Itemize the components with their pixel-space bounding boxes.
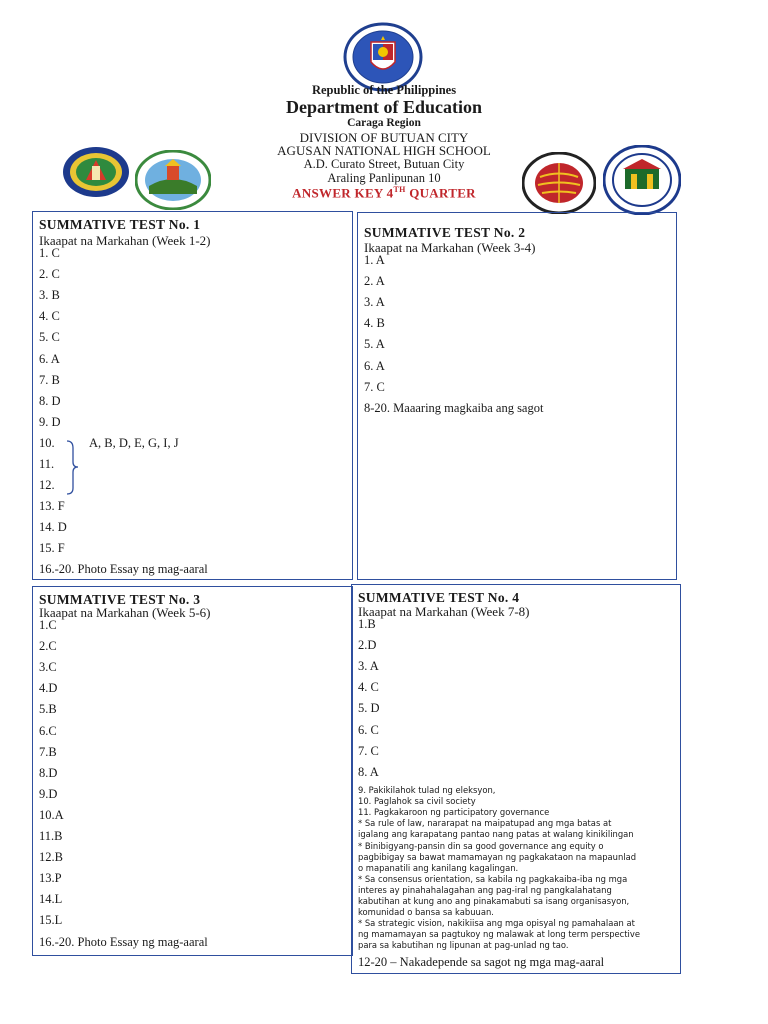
test4-note-line: o mapanatili ang kanilang kagalingan. <box>358 862 519 873</box>
division-logo <box>135 150 211 210</box>
test4-answer-item: 7. C <box>358 743 379 758</box>
test2-answer-item: 8-20. Maaaring magkaiba ang sagot <box>364 400 544 415</box>
test4-note-line: para sa kabutihan ng lipunan at pag-unlad ng tao. <box>358 940 569 951</box>
deped-seal-logo <box>343 22 423 92</box>
summative-test-1-box <box>32 211 353 580</box>
test4-note-line: * Sa strategic vision, nakikiisa ang mga opisyal ng pamahalaan at <box>358 918 635 929</box>
test4-final-answer: 12-20 – Nakadepende sa sagot ng mga mag-aaral <box>358 955 605 969</box>
test4-note-line: komunidad o bansa sa kabuuan. <box>358 907 494 918</box>
test2-answer-item: 6. A <box>364 358 385 373</box>
test1-bracket-item: 11. <box>39 457 55 472</box>
test4-answer-item: 4. C <box>358 680 379 695</box>
school-logo <box>603 145 681 215</box>
department-title: Department of Education <box>286 97 482 117</box>
test1-answer-item: 3. B <box>39 288 60 303</box>
test2-answer-item: 3. A <box>364 295 385 310</box>
test4-subtitle: Ikaapat na Markahan (Week 7-8) <box>358 604 530 619</box>
test1-answer-item: 1. C <box>39 246 60 260</box>
region-text: Caraga Region <box>347 117 421 129</box>
test4-note-line: ng mamamayan sa pagtukoy ng malawak at long term perspective <box>358 929 640 940</box>
test3-answer-item: 16.-20. Photo Essay ng mag-aaral <box>39 934 208 949</box>
test1-title: SUMMATIVE TEST No. 1 <box>39 217 201 232</box>
test3-title: SUMMATIVE TEST No. 3 <box>39 592 201 607</box>
test1-answer-item: 15. F <box>39 541 65 556</box>
republic-text: Republic of the Philippines <box>311 83 457 97</box>
test4-answer-item: 5. D <box>358 701 380 716</box>
summative-test-4-box <box>351 584 681 974</box>
test4-note-line: igalang ang karapatang pantao nang patas at walang kinikilingan <box>358 829 634 840</box>
test1-answer-item: 9. D <box>39 414 61 429</box>
test3-answer-item: 14.L <box>39 892 63 907</box>
social-studies-logo <box>522 152 596 214</box>
test4-title: SUMMATIVE TEST No. 4 <box>358 590 520 605</box>
test4-note-line: interes ay pinahahalagahan ang pag-iral ng pangkalahatang <box>358 884 612 895</box>
test2-title: SUMMATIVE TEST No. 2 <box>364 225 526 240</box>
test2-answer-item: 7. C <box>364 379 385 394</box>
test1-bracket-answer: A, B, D, E, G, I, J <box>89 436 179 450</box>
subject-text: Araling Panlipunan 10 <box>327 171 441 185</box>
test1-answer-item: 6. A <box>39 351 60 366</box>
school-name: AGUSAN NATIONAL HIGH SCHOOL <box>277 143 491 158</box>
test4-answer-item: 6. C <box>358 722 379 737</box>
test3-subtitle: Ikaapat na Markahan (Week 5-6) <box>39 605 211 620</box>
test1-answer-item: 14. D <box>39 520 67 535</box>
test1-answer-item: 13. F <box>39 499 65 513</box>
test3-answer-item: 10.A <box>39 807 64 822</box>
test3-answer-item: 7.B <box>39 744 57 759</box>
test3-answer-item: 6.C <box>39 723 57 738</box>
test3-answer-item: 15.L <box>39 913 63 928</box>
test4-answer-item: 1.B <box>358 617 376 631</box>
test3-answer-item: 9.D <box>39 786 58 801</box>
test4-answer-item: 2.D <box>358 638 377 653</box>
curly-brace-icon <box>65 440 85 496</box>
test4-note-line: pagbibigay sa bawat mamamayan ng pagkakataon na mapaunlad <box>358 851 637 862</box>
test4-answer-item: 3. A <box>358 659 379 674</box>
test3-answer-item: 13.P <box>39 871 62 886</box>
test1-answer-item: 2. C <box>39 267 60 282</box>
test1-subtitle: Ikaapat na Markahan (Week 1-2) <box>39 233 211 248</box>
test1-bracket-item: 10. <box>39 436 55 450</box>
caraga-region-logo <box>62 146 130 198</box>
test2-answer-item: 1. A <box>364 253 385 267</box>
test4-note-line: 11. Pagkakaroon ng participatory governance <box>358 807 550 818</box>
test2-subtitle: Ikaapat na Markahan (Week 3-4) <box>364 240 536 255</box>
answer-key-prefix: ANSWER KEY 4 <box>292 185 394 201</box>
test3-answer-item: 1.C <box>39 618 57 632</box>
test3-answer-item: 2.C <box>39 639 57 654</box>
test3-answer-item: 3.C <box>39 660 57 675</box>
test3-answer-item: 5.B <box>39 702 57 717</box>
test1-answer-item: 5. C <box>39 330 60 345</box>
summative-test-3-box <box>32 586 353 956</box>
school-address: A.D. Curato Street, Butuan City <box>303 157 465 171</box>
test4-note-line: * Sa rule of law, nararapat na maipatupad ang mga batas at <box>358 818 612 829</box>
test4-note-line: * Binibigyang-pansin din sa good governance ang equity o <box>358 840 604 851</box>
test3-answer-item: 4.D <box>39 681 58 696</box>
test4-note-line: * Sa consensus orientation, sa kabila ng pagkakaiba-iba ng mga <box>358 873 628 884</box>
test2-answer-item: 2. A <box>364 274 385 289</box>
test4-note-line: kabutihan at kung ano ang pinakamabuti sa isang organisasyon, <box>358 896 630 906</box>
test1-answer-item: 4. C <box>39 309 60 324</box>
answer-key-suffix: QUARTER <box>405 185 476 201</box>
test3-answer-item: 12.B <box>39 850 63 865</box>
answer-key-sup: TH <box>393 185 406 194</box>
test4-note-line: 10. Paglahok sa civil society <box>358 796 476 807</box>
test2-answer-item: 4. B <box>364 316 385 331</box>
test1-answer-item: 7. B <box>39 372 60 387</box>
test3-answer-item: 11.B <box>39 829 63 843</box>
test2-answer-item: 5. A <box>364 337 385 352</box>
test1-answer-item: 8. D <box>39 393 61 408</box>
test1-bracket-item: 12. <box>39 478 55 493</box>
test4-note-line: 9. Pakikilahok tulad ng eleksyon, <box>358 785 496 795</box>
division-text: DIVISION OF BUTUAN CITY <box>299 130 469 145</box>
test4-answer-item: 8. A <box>358 764 379 779</box>
summative-test-2-box <box>357 212 677 580</box>
test1-answer-item: 16.-20. Photo Essay ng mag-aaral <box>39 562 208 577</box>
test3-answer-item: 8.D <box>39 765 58 780</box>
